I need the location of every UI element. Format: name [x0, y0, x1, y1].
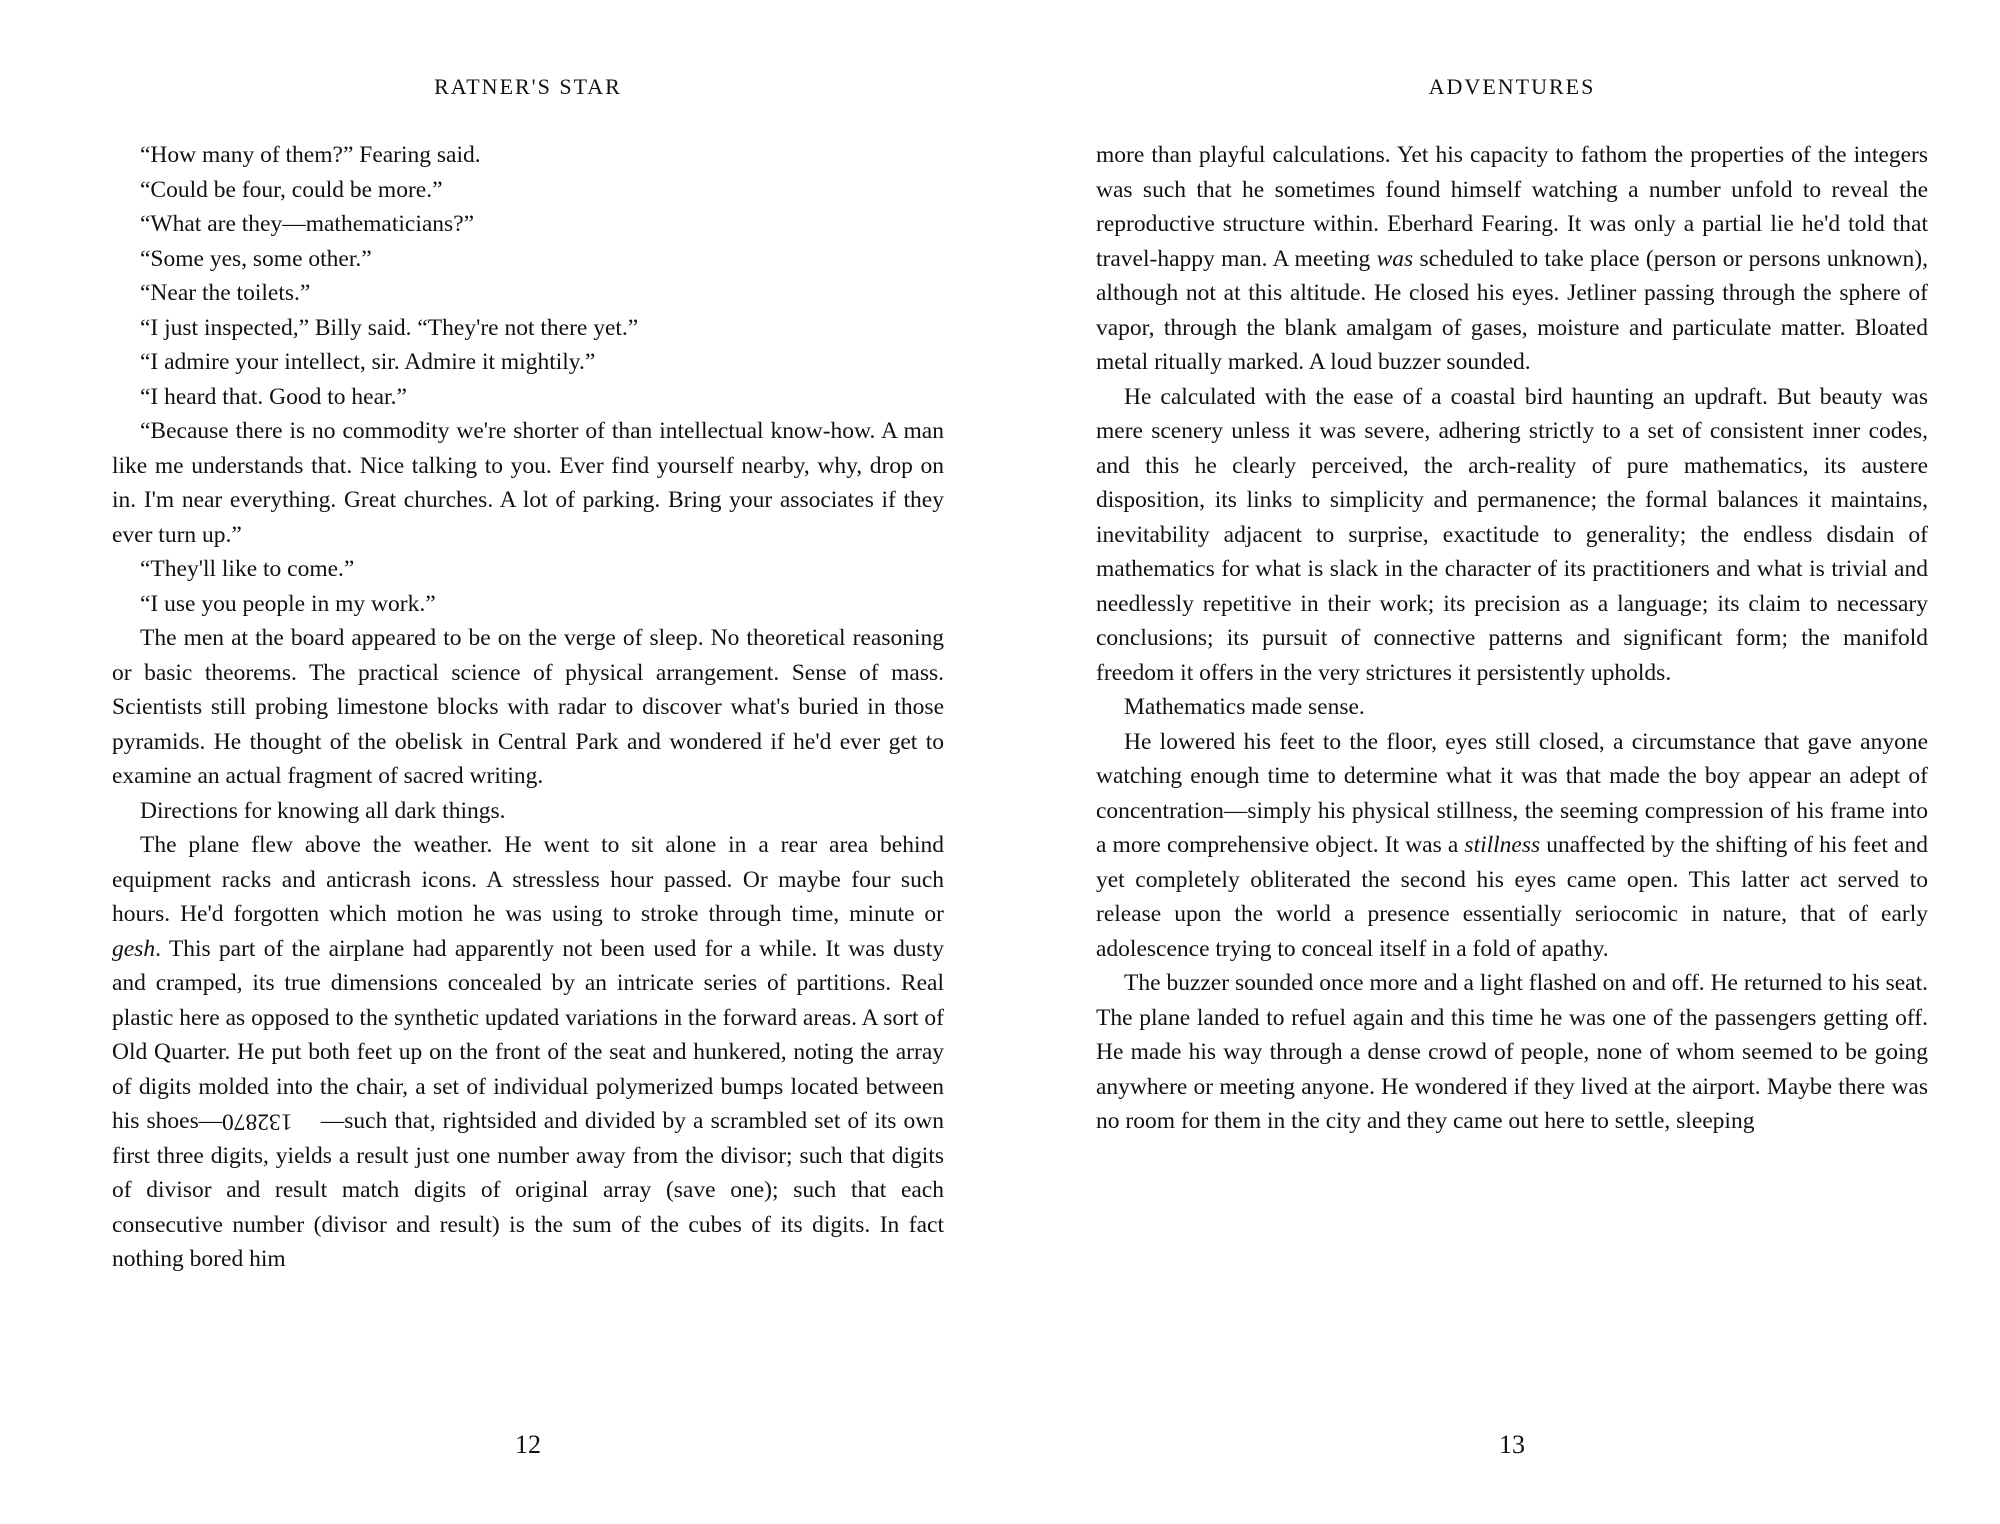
text-run: The plane flew above the weather. He went to sit alone in a rear area behind equipment racks and anticrash icons. A stressless hour passed. Or maybe four such hours. He'd forgotten which motion he was using to stroke through time, minute or [112, 832, 944, 927]
paragraph: “How many of them?” Fearing said. [140, 142, 481, 168]
paragraph [1096, 725, 1928, 967]
page-number-left: 12 [515, 1430, 541, 1459]
running-head-right: ADVENTURES [1428, 74, 1596, 99]
paragraph: “What are they—mathematicians?” [140, 211, 475, 237]
running-head-left: RATNER'S STAR [434, 74, 622, 99]
paragraph: He calculated with the ease of a coastal bird haunting an updraft. But beauty was mere scenery unless it was severe, adhering strictly to a set of consistent inner codes, and this he clearly perceived, the arch-reality of pure mathematics, its austere disposition, its links to simplicity and permanence; the formal balances it maintains, inevitability adjacent to surprise, exactitude to generality; the endless disdain of mathematics for what is slack in the character of its practitioners and what is trivial and needlessly repetitive in their work; its precision as a language; its claim to necessary conclusions; its pursuit of connective patterns and significant form; the manifold freedom it offers in the very strictures it persistently upholds. [1096, 383, 1928, 686]
text-run: unaffected by the shifting of his feet and yet completely obliterated the second his eyes came open. This latter act served to release upon the world a presence essentially seriocomic in nature, that of early adolescence trying to conceal itself in a fold of apathy. [1096, 832, 1928, 962]
paragraph: “Because there is no commodity we're shorter of than intellectual know-how. A man like me understands that. Nice talking to you. Ever find yourself nearby, why, drop on in. I'm near everything. Great churches. A lot of parking. Bring your associates if they ever turn up.” [112, 418, 944, 548]
italic-word: was [1376, 245, 1414, 272]
text-run: —such that, rightsided and divided by a scrambled set of its own first three digits, yields a result just one number away from the divisor; such that digits of divisor and result match digits of original array (save one); such that each consecutive number (divisor and result) is the sum of the cubes of its digits. In fact nothing bored him [112, 1108, 944, 1272]
paragraph: “Some yes, some other.” [140, 245, 372, 272]
text-run: . This part of the airplane had apparently not been used for a while. It was dusty and cramped, its true dimensions concealed by an intricate series of partitions. Real plastic here as opposed to the synthetic updated variations in the forward areas. A sort of Old Quarter. He put both feet up on the front of the seat and hunkered, noting the array of digits molded into the chair, a set of individual polymerized bumps located between his shoes— [112, 935, 944, 1134]
left-page-text [112, 138, 944, 1277]
paragraph [112, 828, 944, 1277]
paragraph: “I heard that. Good to hear.” [140, 383, 407, 410]
italic-word: stillness [1464, 832, 1541, 858]
paragraph: “Could be four, could be more.” [140, 176, 443, 203]
paragraph: “Near the toilets.” [140, 280, 311, 306]
paragraph [1096, 138, 1928, 380]
paragraph: Directions for knowing all dark things. [140, 797, 506, 824]
paragraph: Mathematics made sense. [1124, 694, 1365, 720]
page-number-right: 13 [1499, 1430, 1525, 1459]
paragraph: “I use you people in my work.” [140, 590, 436, 617]
italic-word: gesh [112, 935, 156, 962]
paragraph: The men at the board appeared to be on the verge of sleep. No theoretical reasoning or basic theorems. The practical science of physical arrangement. Sense of mass. Scientists still probing limestone blocks with radar to discover what's buried in those pyramids. He thought of the obelisk in Central Park and wondered if he'd ever get to examine an actual fragment of sacred writing. [112, 625, 944, 789]
inverted-digits: 132870 [222, 1108, 293, 1135]
text-run: He lowered his feet to the floor, eyes still closed, a circumstance that gave anyone watching enough time to determine what it was that made the boy appear an adept of concentration—simply his physical stillness, the seeming compression of his frame into a more comprehensive object. It was a [1096, 728, 1928, 858]
paragraph: “I admire your intellect, sir. Admire it mightily.” [140, 349, 596, 375]
paragraph: “They'll like to come.” [140, 556, 355, 582]
text-run: more than playful calculations. Yet his capacity to fathom the properties of the integers was such that he sometimes found himself watching a number unfold to reveal the reproductive structure within. Eberhard Fearing. It was only a partial lie he'd told that travel-happy man. A meeting [1096, 142, 1928, 272]
paragraph: The buzzer sounded once more and a light flashed on and off. He returned to his seat. The plane landed to refuel again and this time he was one of the passengers getting off. He made his way through a dense crowd of people, none of whom seemed to be going anywhere or meeting anyone. He wondered if they lived at the airport. Maybe there was no room for them in the city and they came out here to settle, sleeping [1096, 970, 1928, 1134]
text-run: scheduled to take place (person or persons unknown), although not at this altitude. He closed his eyes. Jetliner passing through the sphere of vapor, through the blank amalgam of gases, moisture and particulate matter. Bloated metal ritually marked. A loud buzzer sounded. [1096, 245, 1928, 375]
paragraph: “I just inspected,” Billy said. “They're not there yet.” [140, 314, 639, 341]
right-page-text [1096, 138, 1928, 1139]
